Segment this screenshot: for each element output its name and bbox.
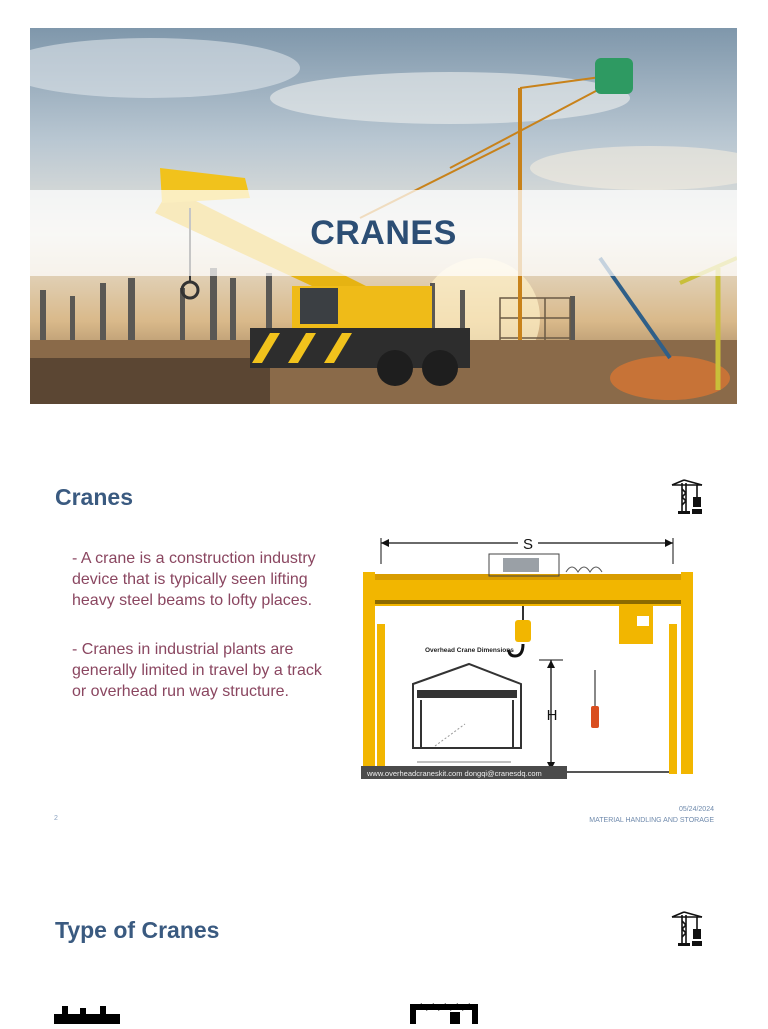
diagram-watermark: www.overheadcraneskit.com dongqi@cranesdq.com (367, 769, 542, 778)
crane-type-icon (54, 1002, 120, 1029)
overhead-crane-diagram (361, 534, 695, 780)
bullet-item: - Cranes in industrial plants are generally limited in travel by a track or overhead run way structure. (72, 641, 322, 700)
crane-type-icon (410, 1002, 478, 1029)
title-band (30, 190, 737, 276)
slide-footer (589, 804, 714, 826)
bullet-item: - A crane is a construction industry device that is typically seen lifting heavy steel beams to lofty places. (72, 550, 316, 609)
footer-course: MATERIAL HANDLING AND STORAGE (589, 817, 714, 824)
tower-crane-logo-icon (670, 479, 704, 515)
span-label: S (522, 536, 534, 553)
slide-heading: Cranes (55, 484, 133, 510)
page-number: 2 (54, 815, 58, 822)
height-label: H (546, 707, 558, 724)
bullet-list (72, 548, 322, 718)
crane-cab-shape (595, 58, 633, 94)
slide-title: CRANES (310, 213, 457, 252)
diagram-caption: Overhead Crane Dimensions (425, 647, 514, 654)
title-slide-hero-image (30, 28, 737, 404)
tower-crane-logo-icon (670, 911, 704, 947)
slide-heading: Type of Cranes (55, 917, 220, 943)
footer-date: 05/24/2024 (678, 806, 714, 813)
